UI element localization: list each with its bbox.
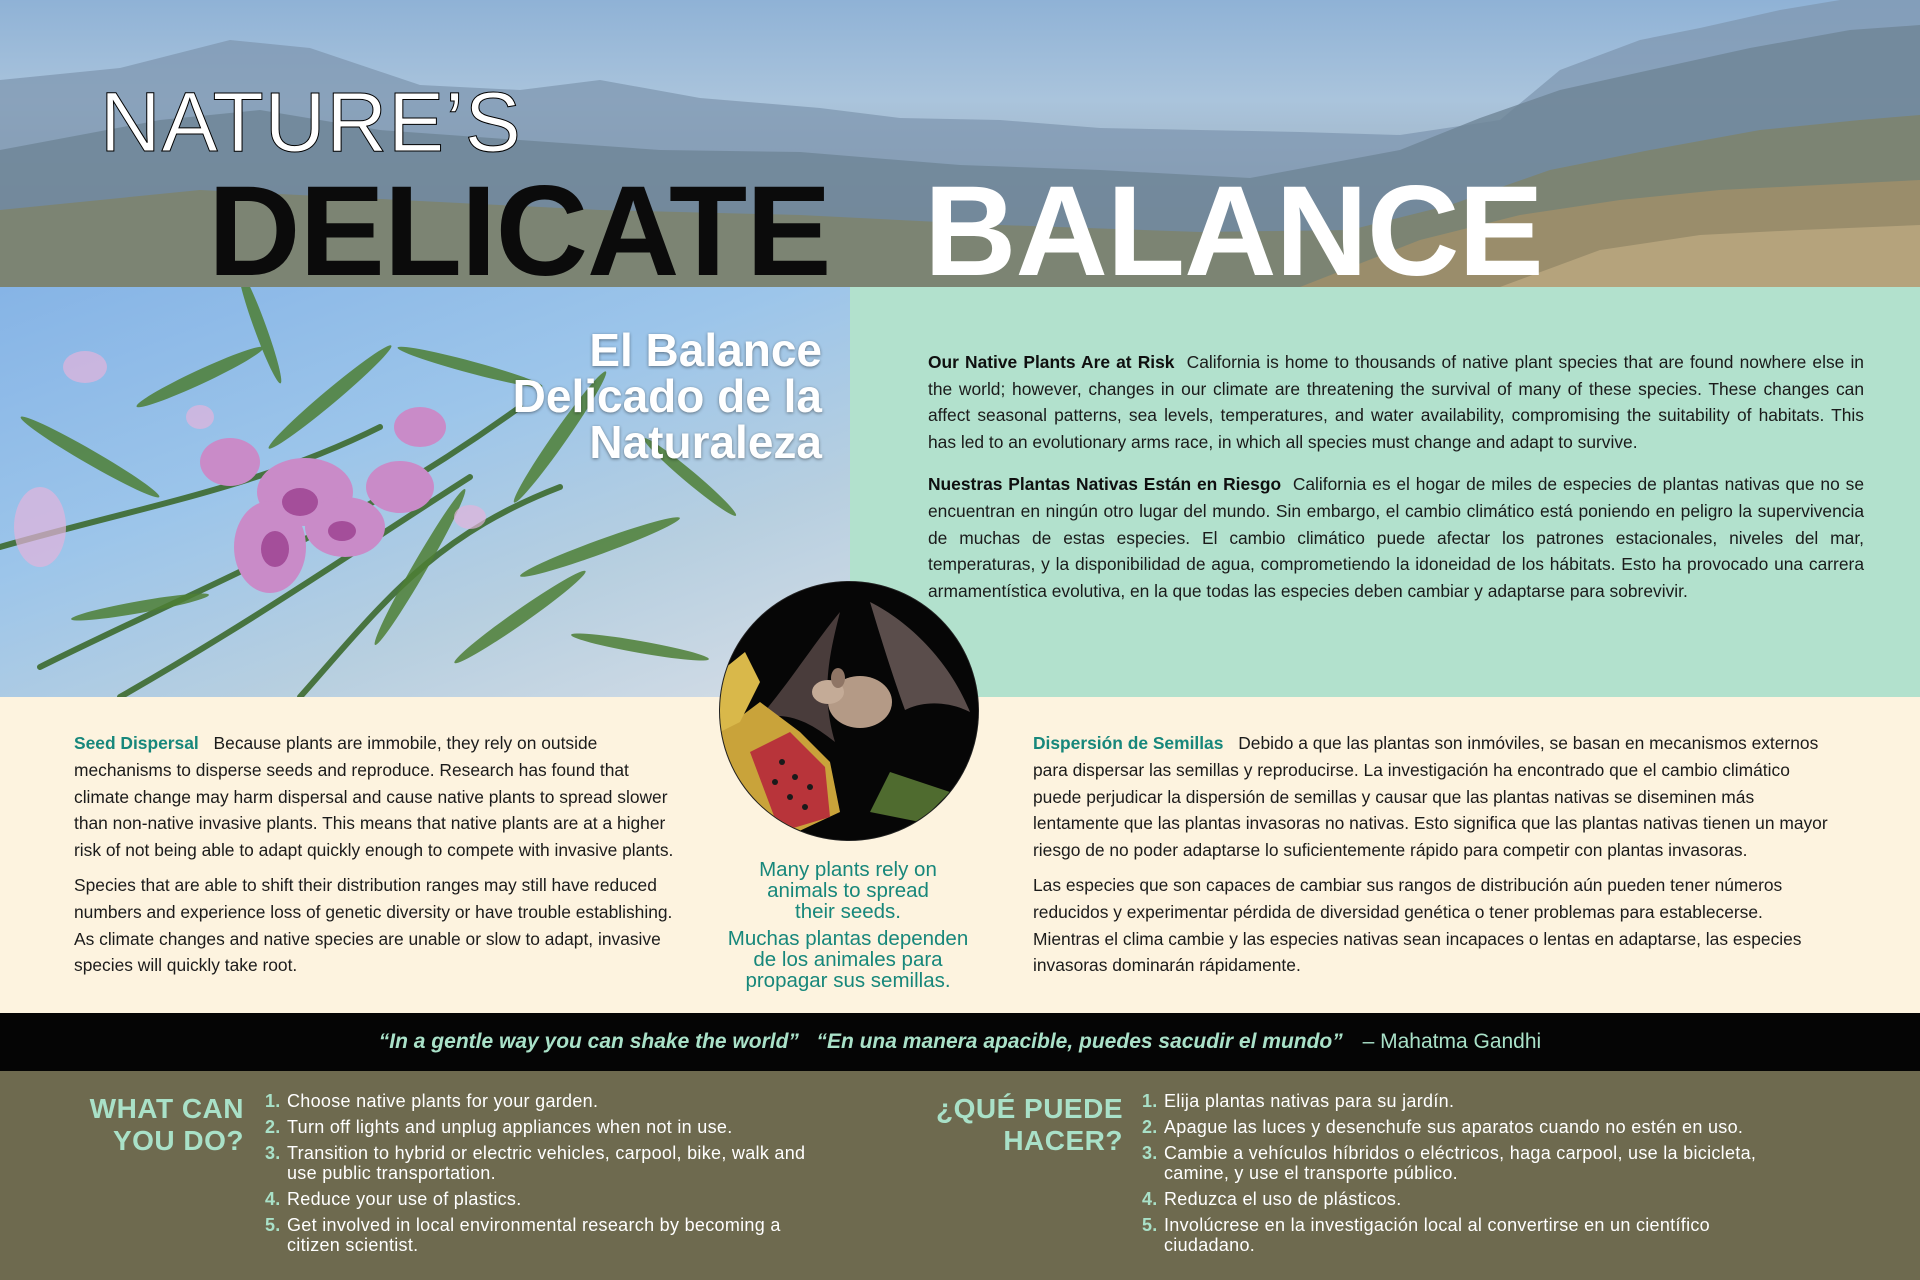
- spanish-title-line: El Balance: [589, 324, 822, 376]
- action-number: 5.: [1142, 1215, 1158, 1235]
- action-item: [1142, 1091, 1782, 1111]
- seed-en-paragraph-1: [74, 730, 686, 864]
- hero-banner: [0, 0, 1920, 287]
- heading-line: WHAT CAN: [89, 1093, 244, 1124]
- what-can-you-do-section: [0, 1071, 1920, 1280]
- risk-panel: [850, 287, 1920, 697]
- quote-author: – Mahatma Gandhi: [1362, 1030, 1542, 1053]
- seed-dispersal-es: [1033, 730, 1833, 987]
- action-item: [265, 1143, 825, 1183]
- caption-en-line: their seeds.: [795, 900, 901, 923]
- action-item: [1142, 1143, 1782, 1183]
- quote-es: “En una manera apacible, puedes sacudir el mundo”: [816, 1030, 1343, 1053]
- risk-es-paragraph: [928, 471, 1864, 604]
- action-item: [265, 1117, 825, 1137]
- seed-en-body-1: Because plants are immobile, they rely on outside mechanisms to disperse seeds and reproduce. Research has found that climate change may harm dispersal and cause native plants to spread slower than non-native invasive plants. This means that native plants are at a higher risk of not being able to adapt quickly enough to compete with invasive plants.: [74, 733, 674, 861]
- risk-es-heading: Nuestras Plantas Nativas Están en Riesgo: [928, 474, 1282, 495]
- action-item: [1142, 1215, 1782, 1255]
- action-number: 3.: [265, 1143, 281, 1163]
- risk-en-paragraph: [928, 349, 1864, 455]
- quote-en: “In a gentle way you can shake the world”: [378, 1030, 799, 1053]
- action-text: Reduce your use of plastics.: [287, 1189, 522, 1209]
- desert-willow-photo: [0, 287, 850, 697]
- spanish-title-line: Naturaleza: [589, 416, 822, 468]
- seed-es-paragraph-2: Las especies que son capaces de cambiar sus rangos de distribución aún pueden tener números reducidos y experimentar pérdida de diversidad genética o tener problemas para establecerse. Mientras el clima cambie y las especies nativas sean incapaces o lentas en adaptarse, las especies invasoras dominarán rápidamente.: [1033, 874, 1802, 976]
- title-natures: NATURE’S: [100, 75, 522, 169]
- seed-en-paragraph-2: Species that are able to shift their distribution ranges may still have reduced numbers and experience loss of genetic diversity or have trouble establishing. As climate changes and native species are unable or slow to adapt, invasive species will quickly take root.: [74, 874, 673, 976]
- heading-line: YOU DO?: [112, 1125, 244, 1156]
- action-item: [1142, 1189, 1782, 1209]
- heading-line: HACER?: [1003, 1125, 1123, 1156]
- action-item: [1142, 1117, 1782, 1137]
- action-text: Involúcrese en la investigación local al convertirse en un científico ciudadano.: [1164, 1215, 1710, 1255]
- action-number: 1.: [265, 1091, 281, 1111]
- actions-list-es: [1142, 1091, 1782, 1261]
- action-text: Reduzca el uso de plásticos.: [1164, 1189, 1402, 1209]
- action-number: 3.: [1142, 1143, 1158, 1163]
- action-number: 5.: [265, 1215, 281, 1235]
- caption-en-line: Many plants rely on: [759, 858, 937, 881]
- risk-es-body: California es el hogar de miles de especies de plantas nativas que no se encuentran en ningún otro lugar del mundo. Sin embargo, el cambio climático está poniendo en peligro la supervivencia de muchas de estas especies. El cambio climático puede afectar los patrones estacionales, niveles del mar, temperaturas, y la disponibilidad de agua, comprometiendo la idoneidad de los hábitats. Esto ha provocado una carrera armamentística evolutiva, en la que todas las especies deben cambiar y adaptarse para sobrevivir.: [928, 474, 1865, 601]
- action-number: 1.: [1142, 1091, 1158, 1111]
- seed-dispersal-en: [74, 730, 686, 987]
- caption-en-line: animals to spread: [767, 879, 929, 902]
- bat-photo: [720, 582, 978, 840]
- action-number: 2.: [1142, 1117, 1158, 1137]
- seed-en-heading: Seed Dispersal: [74, 733, 199, 753]
- bat-eating-fruit-illustration: [720, 582, 978, 840]
- seed-es-paragraph-1: [1033, 730, 1833, 864]
- title-delicate: DELICATE: [208, 160, 831, 287]
- action-text: Elija plantas nativas para su jardín.: [1164, 1091, 1455, 1111]
- spanish-title: [512, 324, 822, 468]
- seed-es-heading: Dispersión de Semillas: [1033, 733, 1224, 753]
- action-text: Turn off lights and unplug appliances when not in use.: [287, 1117, 733, 1137]
- heading-line: ¿QUÉ PUEDE: [935, 1093, 1123, 1124]
- seed-es-body-1: Debido a que las plantas son inmóviles, se basan en mecanismos externos para dispersar las semillas y reproducirse. La investigación ha encontrado que el cambio climático puede perjudicar la dispersión de semillas y causar que las plantas nativas se diseminen más lentamente que las plantas invasoras no nativas. Esto significa que las plantas nativas tienen un mayor riesgo de no poder adaptarse lo suficientemente rápido para competir con plantas invasoras.: [1033, 733, 1828, 861]
- action-item: [265, 1091, 825, 1111]
- action-number: 4.: [1142, 1189, 1158, 1209]
- risk-en-heading: Our Native Plants Are at Risk: [928, 352, 1175, 372]
- que-puede-hacer-heading: [905, 1093, 1123, 1157]
- action-item: [265, 1215, 825, 1255]
- spanish-title-line: Delicado de la: [512, 370, 822, 422]
- caption-es-line: propagar sus semillas.: [745, 969, 951, 992]
- action-text: Choose native plants for your garden.: [287, 1091, 599, 1111]
- action-text: Transition to hybrid or electric vehicles, carpool, bike, walk and use public transportation.: [287, 1143, 806, 1183]
- action-item: [265, 1189, 825, 1209]
- actions-list-en: [265, 1091, 825, 1261]
- quote-bar: [0, 1013, 1920, 1071]
- caption-es-line: de los animales para: [753, 948, 943, 971]
- title-balance: BALANCE: [924, 160, 1543, 287]
- action-number: 4.: [265, 1189, 281, 1209]
- action-number: 2.: [265, 1117, 281, 1137]
- bat-caption: [700, 859, 996, 991]
- caption-es-line: Muchas plantas dependen: [727, 927, 969, 950]
- action-text: Get involved in local environmental research by becoming a citizen scientist.: [287, 1215, 781, 1255]
- action-text: Apague las luces y desenchufe sus aparatos cuando no estén en uso.: [1164, 1117, 1744, 1137]
- risk-en-body: California is home to thousands of native plant species that are found nowhere else in the world; however, changes in our climate are threatening the survival of many of these species. These changes can affect seasonal patterns, sea levels, temperatures, and water availability, compromising the suitability of habitats. This has led to an evolutionary arms race, in which all species must change and adapt to survive.: [928, 352, 1864, 452]
- what-can-you-do-heading: [74, 1093, 244, 1157]
- action-text: Cambie a vehículos híbridos o eléctricos, haga carpool, use la bicicleta, camine, y use el transporte público.: [1164, 1143, 1757, 1183]
